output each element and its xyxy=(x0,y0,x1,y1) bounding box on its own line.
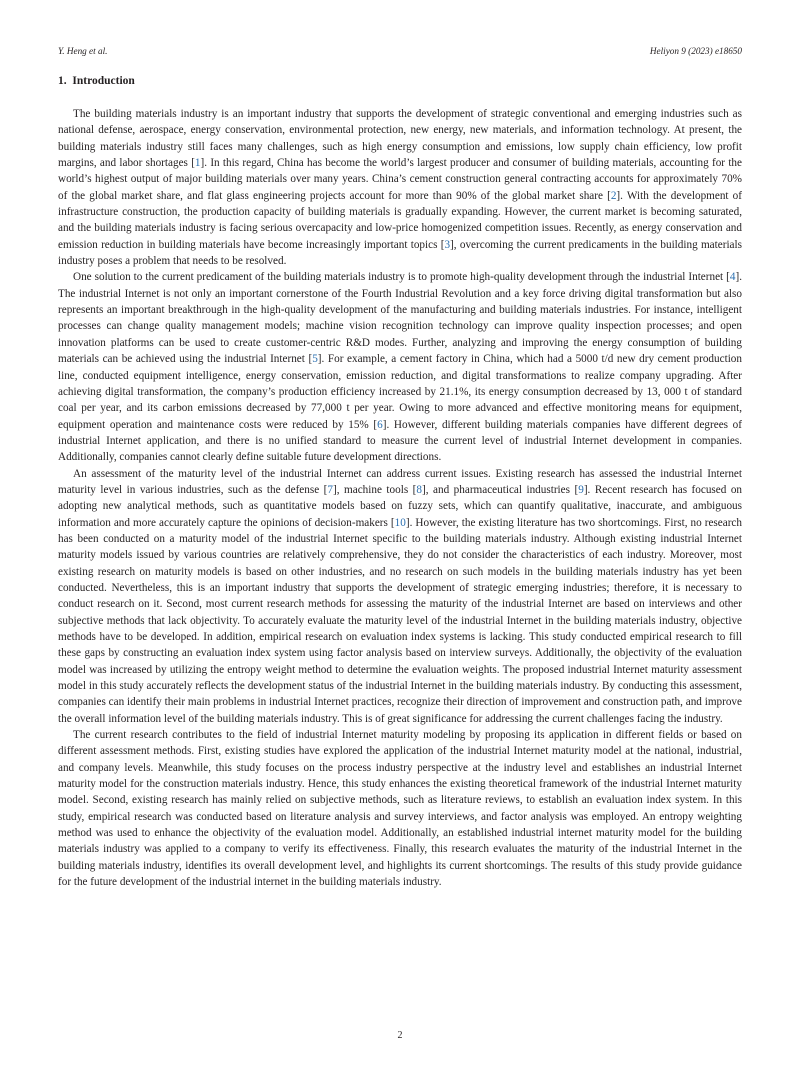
body-paragraph xyxy=(58,466,742,728)
body-paragraph xyxy=(58,727,742,890)
paragraph-text: ], and pharmaceutical industries [ xyxy=(422,483,579,496)
paragraph-text: ]. For example, a cement factory in China, which had a 5000 t/d new dry cement production line, conducted equipment intelligence, energy conservation, emission reduction, and digital transformations to realize company upgrading. After achieving digital transformation, the company’s production efficiency increased by 21.1%, its energy consumption decreased by 13, 000 t of standard coal per year, and its carbon emissions decreased by 77,000 t per year. Owing to more advanced and effective monitoring means for equipment, equipment operation and maintenance costs were reduced by 15% [ xyxy=(58,353,742,431)
page-number: 2 xyxy=(397,1030,403,1041)
paragraph-text: The building materials industry is an important industry that supports the development of strategic conventional and emerging industries such as national defense, aerospace, energy conservation, environmental protection, new energy, new materials, and information technology. At present, the building materials industry still faces many challenges, such as high energy consumption and emissions, low supply chain efficiency, low profit margins, and labor shortages [ xyxy=(58,108,742,170)
paragraph-text: ]. With the development of infrastructure construction, the production capacity of building materials is gradually expanding. However, the current market is becoming saturated, and the building materials industry is facing serious overcapacity and low-price homogenized competition issues. Recently, as energy conservation and emission reduction in building materials have become increasingly important topics [ xyxy=(58,189,742,251)
section-title xyxy=(58,75,135,87)
citation-link[interactable]: 3 xyxy=(444,238,451,251)
paragraph-text: ]. In this regard, China has become the world’s largest producer and consumer of building materials, accounting for the world’s highest output of major building materials over many years. China’s cement construction general contracting accounts for approximately 70% of the global market share, and flat glass engineering projects account for more than 90% of the global market share [ xyxy=(58,157,742,202)
citation-link[interactable]: 9 xyxy=(578,483,584,496)
paragraph-text: The current research contributes to the field of industrial Internet maturity modeling by proposing its application in different fields or based on different assessment methods. First, existing studies have explored the application of the industrial Internet maturity model at the national, industrial, and company levels. Meanwhile, this study focuses on the process industry perspective at the industry level and establishes an industrial Internet maturity model for the construction materials industry. Hence, this study enhances the existing theoretical framework of the industrial Internet maturity model. Second, existing research has mainly relied on subjective methods, such as literature reviews, to establish an evaluation index system. In this study, empirical research was conducted based on literature analysis and survey interviews, and factor analysis was employed. An entropy weighting method was used to enhance the objectivity of the evaluation model. Additionally, an established industrial internet maturity model for the building materials industry was applied to a company to verify its effectiveness. Finally, this research evaluates the maturity of the industrial Internet in the building materials industry, identifies its overall development level, and highlights its current shortcomings. The results of this study provide guidance for the future development of the industrial internet in the building materials industry. xyxy=(58,729,742,889)
citation-link[interactable]: 2 xyxy=(610,189,617,202)
paragraph-text: ]. The industrial Internet is not only an important cornerstone of the Fourth Industrial Revolution and a key force driving digital transformation but also represents an important breakthrough in the high-quality development of the manufacturing and building materials industries. For instance, intelligent processes can change quality management models; machine vision recognition technology can improve quality inspection processes; and open innovation platforms can be used to create customer-centric R&D modes. Further, analyzing and improving the energy consumption of building materials can be achieved using the industrial Internet [ xyxy=(58,271,742,366)
citation-link[interactable]: 7 xyxy=(327,483,334,496)
body-paragraph xyxy=(58,269,742,465)
body-paragraph xyxy=(58,106,742,269)
paragraph-text: ]. Recent research has focused on adopting new analytical methods, such as quantitative models based on fuzzy sets, which can quantify qualitative, inaccurate, and ambiguous information and more accurately capture the opinions of decision-makers [ xyxy=(58,483,743,529)
citation-link[interactable]: 6 xyxy=(377,418,383,431)
citation-link[interactable]: 1 xyxy=(194,157,201,170)
running-header-journal: Heliyon 9 (2023) e18650 xyxy=(649,46,742,56)
paragraph-text: ]. However, the existing literature has two shortcomings. First, no research has been conducted on a maturity model of the industrial Internet specific to the building materials industry. Although existing industrial Internet maturity models issued by various countries are relatively comprehensive, they do not consider the characteristics of each industry. Moreover, most existing research on maturity models is based on other industries, and no research on such models in the building materials industry has yet been conducted. Nevertheless, this is an important industry that supports the development of strategic emerging industries; therefore, it is necessary to conduct research on it. Second, most current research methods for assessing the maturity of the industrial Internet are based on interviews and other subjective methods that lack objectivity. To accurately evaluate the maturity level of the industrial Internet in the building materials industry, objective methods have to be developed. In addition, empirical research on evaluation index systems is lacking. This study conducted empirical research to fill these gaps by constructing an evaluation index system using factor analysis based on interview surveys. Additionally, the objectivity of the evaluation model was increased by utilizing the entropy weight method to determine the evaluation weights. The proposed industrial Internet maturity assessment model in this study accurately reflects the development status of the industrial Internet in the building materials industry. By conducting this assessment, companies can identify their main problems in industrial Internet practices, recognize their direction of improvement and construction path, and improve the overall information level of the building materials industry. This is of great significance for addressing the current challenges facing the industry. xyxy=(58,516,742,725)
citation-link[interactable]: 4 xyxy=(729,271,736,284)
paragraph-text: An assessment of the maturity level of the industrial Internet can address current issues. Existing research has assessed the industrial Internet maturity level in various industries, such as the defense [ xyxy=(58,467,742,496)
citation-link[interactable]: 5 xyxy=(312,353,318,366)
section-number: 1. xyxy=(58,75,67,87)
citation-link[interactable]: 10 xyxy=(394,516,406,529)
section-heading: Introduction xyxy=(72,75,135,87)
paragraph-text: ], overcoming the current predicaments in the building materials industry poses a problem that needs to be resolved. xyxy=(58,238,742,268)
paragraph-text: ]. However, different building materials companies have different degrees of industrial Internet application, and there is no unified standard to measure the current level of industrial Internet development in companies. Additionally, companies cannot clearly define suitable future development directions. xyxy=(58,418,743,464)
running-header xyxy=(58,46,742,56)
citation-link[interactable]: 8 xyxy=(416,483,422,496)
running-header-authors: Y. Heng et al. xyxy=(58,46,108,56)
body-text xyxy=(58,106,742,891)
paragraph-text: ], machine tools [ xyxy=(333,483,417,496)
paragraph-text: One solution to the current predicament of the building materials industry is to promote high-quality development through the industrial Internet [ xyxy=(73,271,730,284)
